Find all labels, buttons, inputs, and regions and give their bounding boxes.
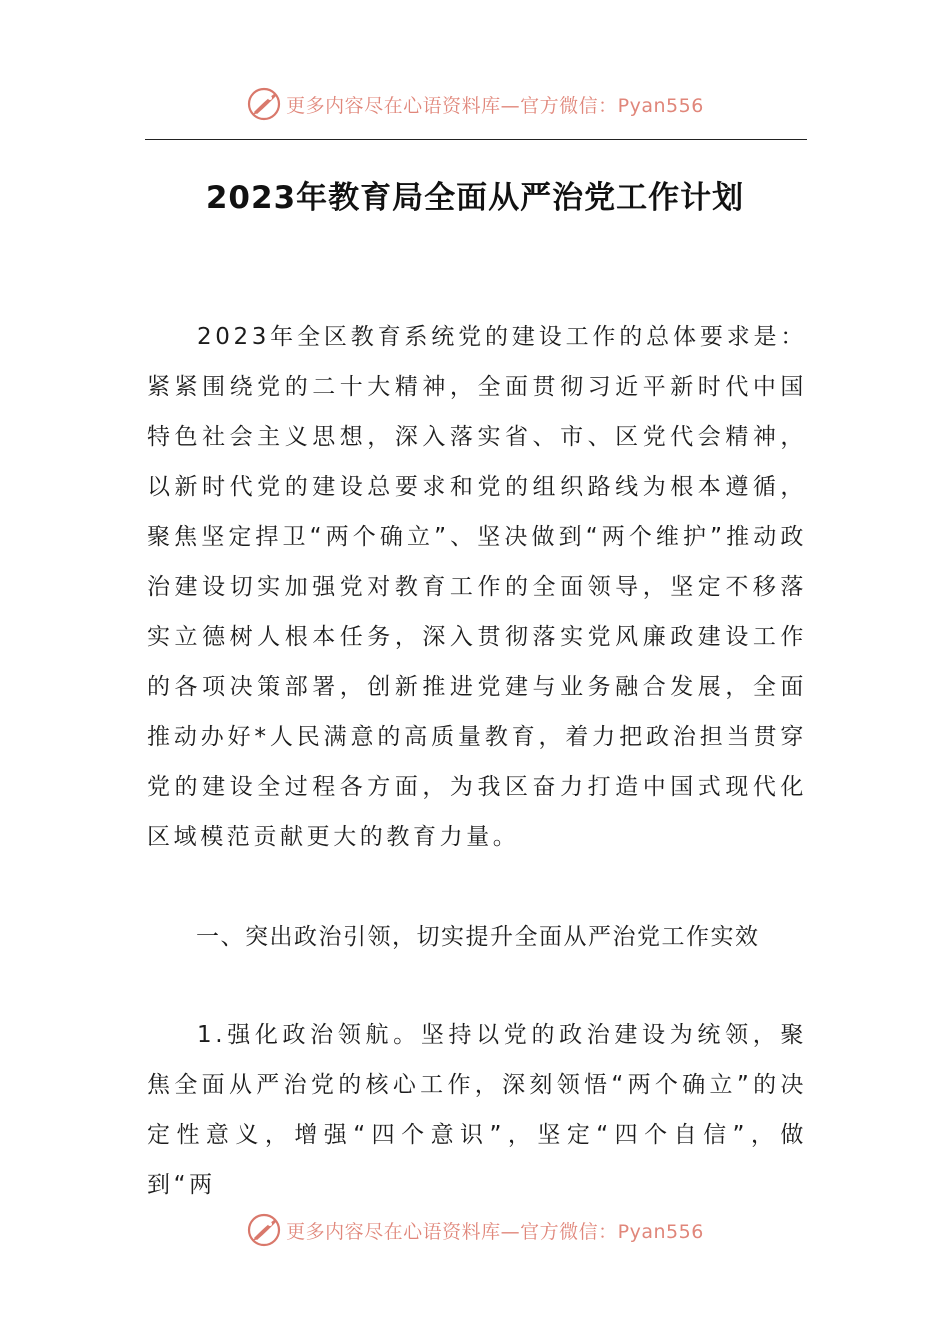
watermark-text-left: 更多内容尽在心语资料库: [286, 1220, 501, 1243]
header-watermark: [0, 82, 950, 126]
pen-nib-logo-icon: [246, 1212, 282, 1248]
section-heading-1: 一、突出政治引领，切实提升全面从严治党工作实效: [196, 924, 760, 950]
header-divider: [145, 139, 807, 140]
watermark-text-left: 更多内容尽在心语资料库: [286, 94, 501, 117]
document-title: 2023年教育局全面从严治党工作计划: [205, 180, 745, 216]
watermark-text-right: —官方微信：Pyan556: [500, 1220, 704, 1243]
pen-nib-logo-icon: [246, 86, 282, 122]
watermark-text-right: —官方微信：Pyan556: [500, 94, 704, 117]
paragraph-intro: 2023年全区教育系统党的建设工作的总体要求是：紧紧围绕党的二十大精神，全面贯彻习近平新时代中国特色社会主义思想，深入落实省、市、区党代会精神，以新时代党的建设总要求和党的组织路线为根本遵循，聚焦坚定捍卫“两个确立”、坚决做到“两个维护”推动政治建设切实加强党对教育工作的全面领导，坚定不移落实立德树人根本任务，深入贯彻落实党风廉政建设工作的各项决策部署，创新推进党建与业务融合发展，全面推动办好*人民满意的高质量教育，着力把政治担当贯穿党的建设全过程各方面，为我区奋力打造中国式现代化区域模范贡献更大的教育力量。: [147, 324, 807, 850]
footer-watermark: [0, 1208, 950, 1252]
paragraph-item-1: 1.强化政治领航。坚持以党的政治建设为统领，聚焦全面从严治党的核心工作，深刻领悟“两个确立”的决定性意义，增强“四个意识”，坚定“四个自信”，做到“两: [147, 1022, 807, 1198]
